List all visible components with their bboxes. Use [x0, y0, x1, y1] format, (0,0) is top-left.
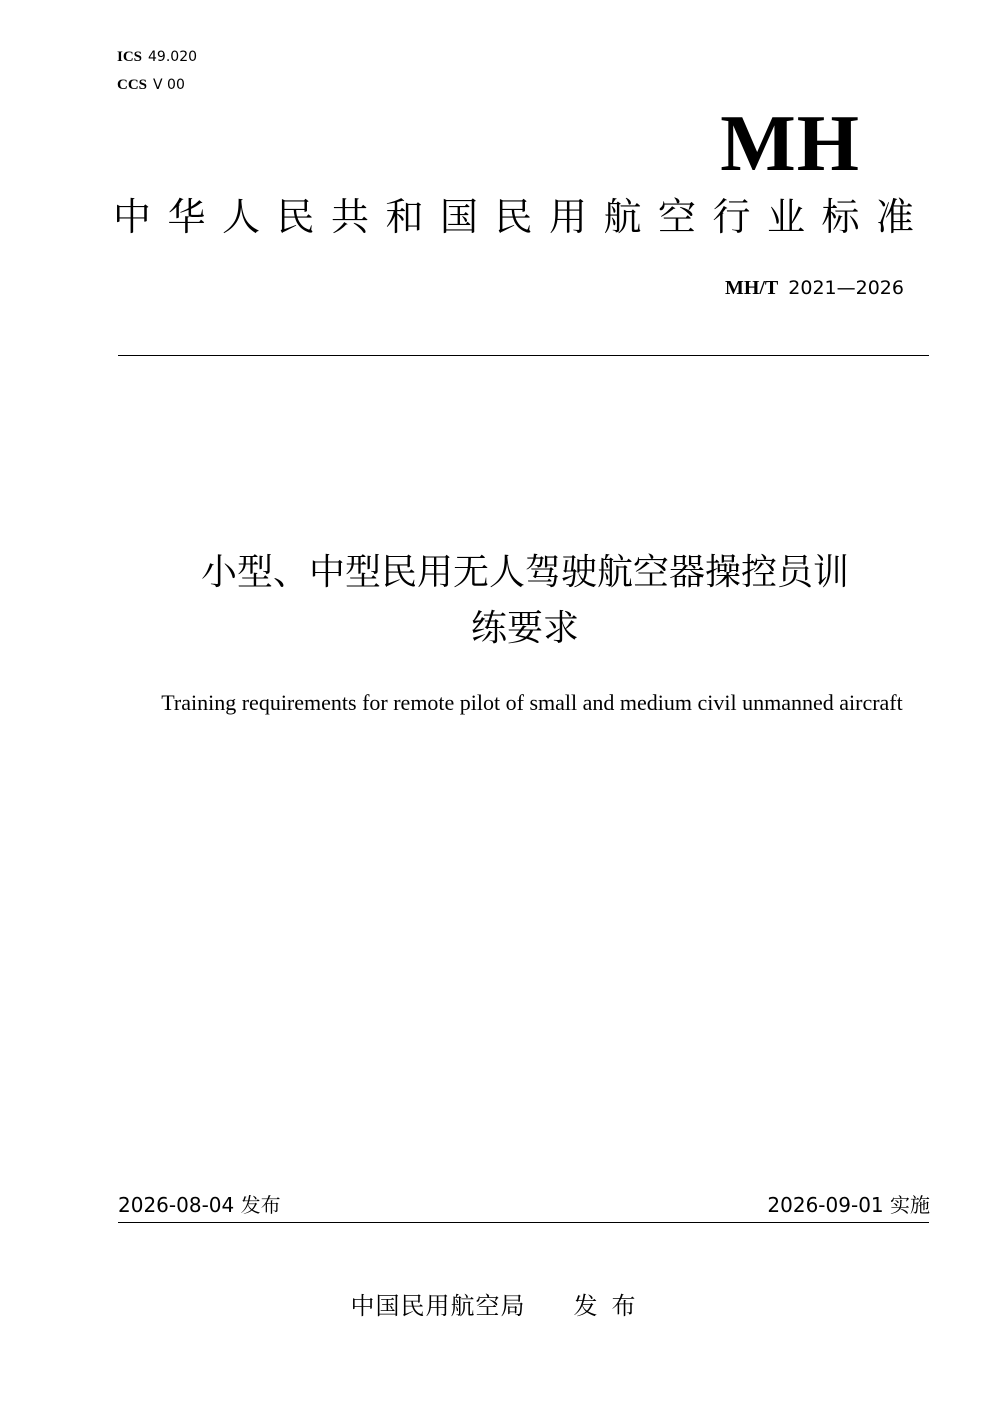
ics-line — [117, 47, 197, 67]
ccs-line — [117, 75, 185, 95]
ccs-label: CCS — [117, 77, 148, 93]
mh-logo: MH — [720, 100, 860, 188]
bottom-divider — [118, 1222, 929, 1223]
document-title-zh — [110, 545, 940, 657]
standard-code: MH/T — [724, 277, 779, 299]
top-divider — [118, 355, 929, 356]
implementation-date: 2026-09-01 实施 — [767, 1193, 930, 1217]
issuer-agency: 中国民用航空局 — [350, 1292, 526, 1320]
standard-number — [725, 275, 904, 302]
org-title: 中华人民共和国民用航空行业标准 — [113, 195, 931, 239]
issuer-action: 发布 — [573, 1292, 650, 1320]
issuer — [0, 1288, 1000, 1324]
title-zh-line-1: 小型、中型民用无人驾驶航空器操控员训 — [200, 552, 849, 593]
ccs-value: V 00 — [153, 77, 185, 93]
issue-date: 2026-08-04 发布 — [118, 1193, 281, 1217]
ics-label: ICS — [117, 49, 143, 65]
standard-year-number: 2021—2026 — [788, 277, 904, 299]
document-title-en: Training requirements for remote pilot of small and medium civil unmanned aircraft — [161, 690, 903, 715]
title-zh-line-2: 练要求 — [470, 608, 579, 649]
ics-value: 49.020 — [148, 49, 198, 65]
